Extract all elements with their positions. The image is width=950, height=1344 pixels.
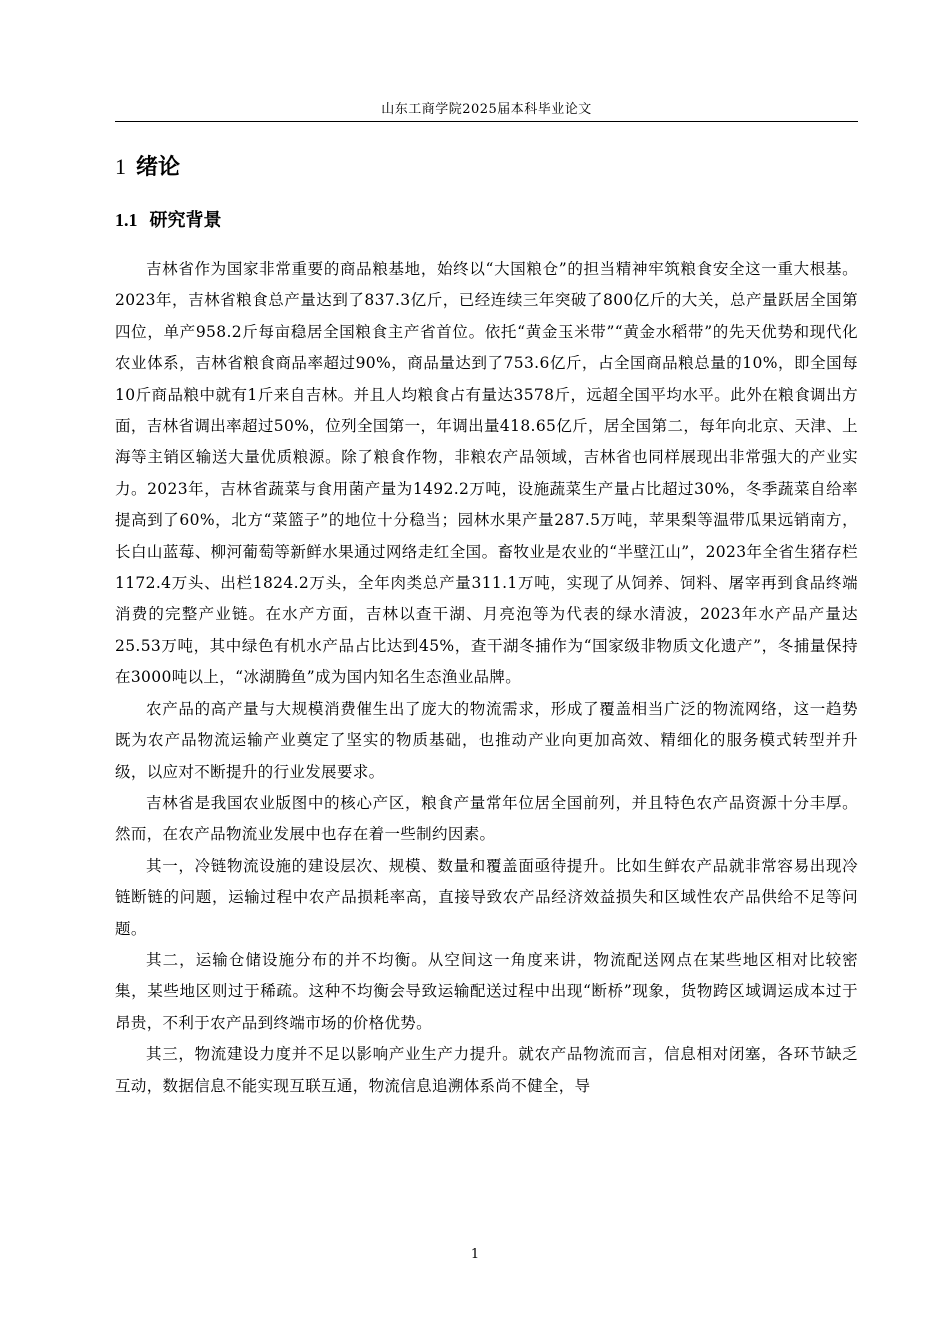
chapter-heading: [115, 150, 180, 181]
header-rule: [115, 121, 858, 122]
paragraph: 农产品的高产量与大规模消费催生出了庞大的物流需求，形成了覆盖相当广泛的物流网络，这一趋势既为农产品物流运输产业奠定了坚实的物质基础，也推动产业向更加高效、精细化的服务模式转型并升级，以应对不断提升的行业发展要求。: [115, 699, 858, 781]
chapter-number: 1: [115, 154, 126, 179]
page-number: 1: [470, 1247, 480, 1262]
section-title: 研究背景: [149, 210, 222, 231]
section-number: 1.1: [115, 210, 138, 230]
paragraph: 吉林省作为国家非常重要的商品粮基地，始终以“大国粮仓”的担当精神牢筑粮食安全这一重大根基。2023年，吉林省粮食总产量达到了837.3亿斤，已经连续三年突破了800亿斤的大关，总产量跃居全国第四位，单产958.2斤每亩稳居全国粮食主产省首位。依托“黄金玉米带”“黄金水稻带”的先天优势和现代化农业体系，吉林省粮食商品率超过90%，商品量达到了753.6亿斤，占全国商品粮总量的10%，即全国每10斤商品粮中就有1斤来自吉林。并且人均粮食占有量达3578斤，远超全国平均水平。此外在粮食调出方面，吉林省调出率超过50%，位列全国第一，年调出量418.65亿斤，居全国第二，每年向北京、天津、上海等主销区输送大量优质粮源。除了粮食作物，非粮农产品领域，吉林省也同样展现出非常强大的产业实力。2023年，吉林省蔬菜与食用菌产量为1492.2万吨，设施蔬菜生产量占比超过30%，冬季蔬菜自给率提高到了60%，北方“菜篮子”的地位十分稳当；园林水果产量287.5万吨，苹果梨等温带瓜果远销南方，长白山蓝莓、柳河葡萄等新鲜水果通过网络走红全国。畜牧业是农业的“半壁江山”，2023年全省生猪存栏1172.4万头、出栏1824.2万头，全年肉类总产量311.1万吨，实现了从饲养、饲料、屠宰再到食品终端消费的完整产业链。在水产方面，吉林以查干湖、月亮泡等为代表的绿水清波，2023年水产品产量达25.53万吨，其中绿色有机水产品占比达到45%，查干湖冬捕作为“国家级非物质文化遗产”，冬捕量保持在3000吨以上，“冰湖腾鱼”成为国内知名生态渔业品牌。: [115, 260, 858, 687]
section-heading: [115, 206, 222, 232]
paragraph: 其二，运输仓储设施分布的并不均衡。从空间这一角度来讲，物流配送网点在某些地区相对比较密集，某些地区则过于稀疏。这种不均衡会导致运输配送过程中出现“断桥”现象，货物跨区域调运成本过于昂贵，不利于农产品到终端市场的价格优势。: [115, 950, 858, 1032]
body-text: [115, 254, 858, 1102]
paragraph: 其三，物流建设力度并不足以影响产业生产力提升。就农产品物流而言，信息相对闭塞，各环节缺乏互动，数据信息不能实现互联互通，物流信息追溯体系尚不健全，导: [115, 1045, 858, 1095]
running-header: 山东工商学院2025届本科毕业论文: [381, 102, 592, 117]
paragraph: 其一，冷链物流设施的建设层次、规模、数量和覆盖面亟待提升。比如生鲜农产品就非常容易出现冷链断链的问题，运输过程中农产品损耗率高，直接导致农产品经济效益损失和区域性农产品供给不足等问题。: [115, 856, 858, 938]
paragraph: 吉林省是我国农业版图中的核心产区，粮食产量常年位居全国前列，并且特色农产品资源十分丰厚。然而，在农产品物流业发展中也存在着一些制约因素。: [115, 793, 858, 844]
chapter-title: 绪论: [136, 155, 181, 180]
